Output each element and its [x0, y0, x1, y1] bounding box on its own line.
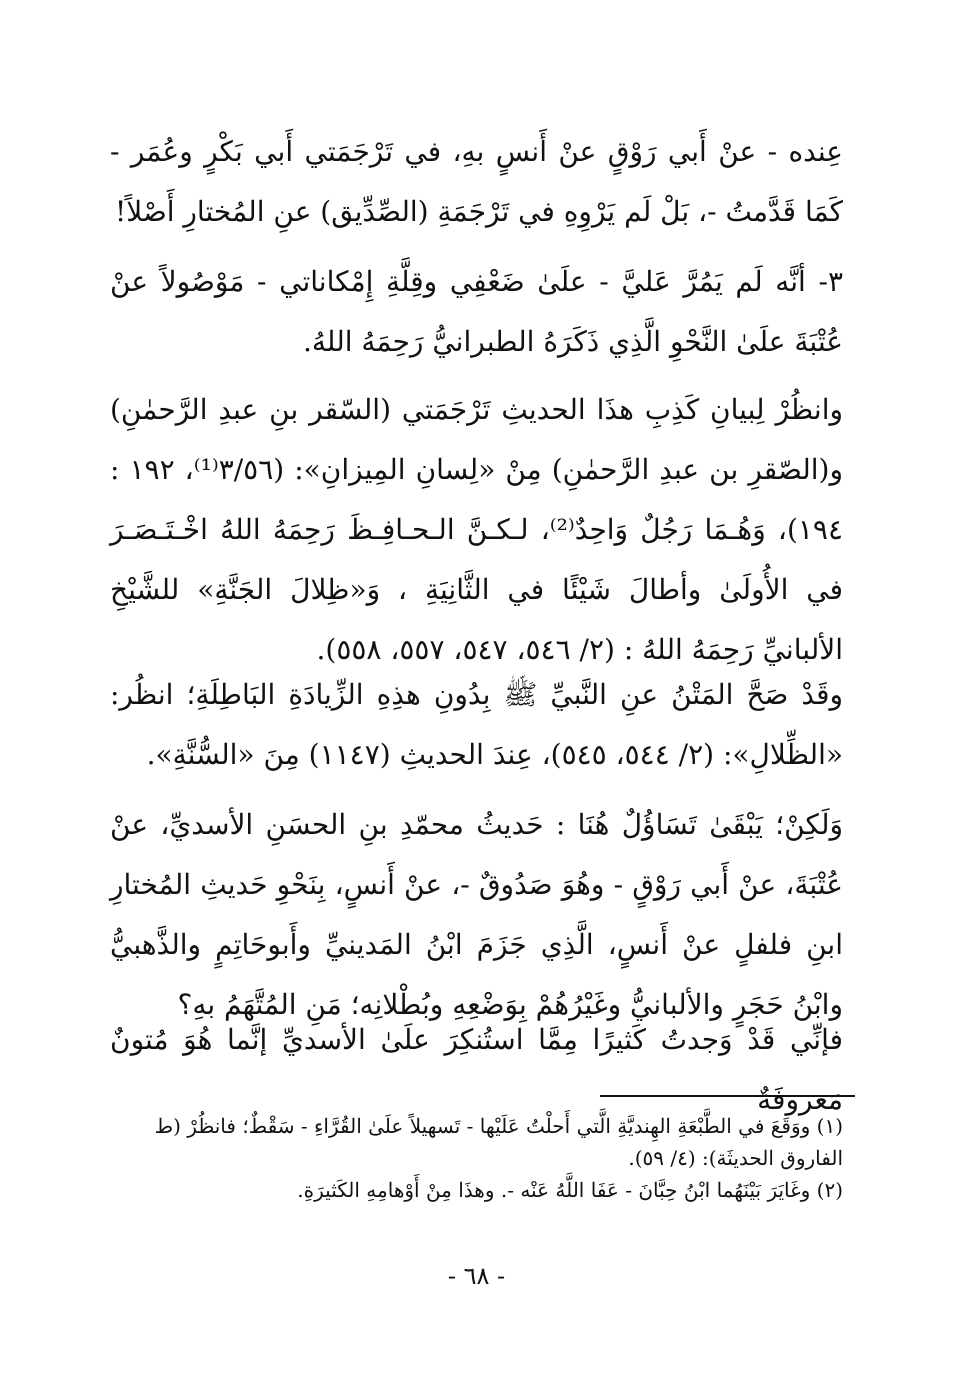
page-number: - ٦٨ - — [447, 1262, 506, 1290]
footnote-separator — [600, 1095, 855, 1097]
body-paragraph-5 — [110, 795, 843, 1035]
paragraph-text: فإنِّي قَدْ وَجدتُ كَثيرًا مِمَّا استُنكِرَ علَىٰ الأسديِّ إنَّما هُوَ مُتونٌ مَعروفَةٌ — [110, 1023, 843, 1116]
paragraph-text: عِنده - عنْ أَبي رَوْقٍ عنْ أَنسٍ بهِ، في تَرْجَمَتي أَبي بَكْرٍ وعُمَر - كَمَا قَدَّمتُ -، بَلْ لَم يَرْوِهِ في تَرْجَمَةِ (الصِّدِّيق) عنِ المُختارِ أَصْلاً! — [110, 135, 843, 228]
footnote-2: (٢) وغَايَرَ بَيْنَهُما ابْنُ حِبَّانَ - عَفَا اللَّهُ عَنْه -. وهذَا مِنْ أَوْهامِهِ الكَثيرَةِ. — [297, 1178, 843, 1202]
body-paragraph-1 — [110, 122, 843, 242]
paragraph-text: وانظُرْ لِبيانِ كَذِبِ هذَا الحديثِ تَرْجَمَتي (السّقر بنِ عبدِ الرَّحمٰنِ) و(الصّقرِ بن عبدِ الرَّحمٰنِ) مِنْ «لِسانِ المِيزانِ»: (٣/٥٦⁽¹⁾، ١٩٢ : ١٩٤)، وَهُـمَا رَجُلٌ وَاحِدٌ⁽²⁾، لـكـنَّ الـحـافِـظَ رَحِمَهُ اللهُ اخْـتَـصَـرَ في الأُولَىٰ وأطالَ شَيْئًا في الثَّانِيَةِ ، وَ«ظِلالَ الجَنَّةِ» للشَّيْخِ الألبانيِّ رَحِمَهُ اللهُ : (٢/ ٥٤٦، ٥٤٧، ٥٥٧، ٥٥٨). — [110, 393, 843, 666]
footnotes — [110, 1110, 843, 1206]
paragraph-text: وَلَكِنْ؛ يَبْقَىٰ تَسَاؤُلٌ هُنَا : حَديثُ محمّدِ بنِ الحسَنِ الأسديِّ، عنْ عُتْبَةَ، عنْ أَبي رَوْقٍ - وهُوَ صَدُوقٌ -، عنْ أَنسٍ، بِنَحْوِ حَديثِ المُختارِ ابنِ فلفلٍ عنْ أَنسٍ، الَّذِي جَزَمَ ابْنُ المَدينيِّ وأَبوحَاتِمٍ والذَّهبيُّ وابْنُ حَجَرٍ والألبانيُّ وغَيْرُهُمْ بِوَضْعِهِ وبُطْلانِه؛ مَنِ المُتَّهَمُ بهِ؟ — [110, 808, 843, 1021]
paragraph-text: وقَدْ صَحَّ المَتْنُ عنِ النَّبيِّ ﷺ بِدُونِ هذِهِ الزِّيادَةِ البَاطِلَةِ؛ انظُر: «الظِّلالِ»: (٢/ ٥٤٤، ٥٤٥)، عِندَ الحديثِ (١١٤٧) مِنَ «السُّنَّةِ». — [110, 678, 843, 771]
paragraph-text: ٣- أنَّه لَم يَمُرَّ عَليَّ - علَىٰ ضَعْفِي وقِلَّةِ إِمْكاناتي - مَوْصُولاً عنْ عُتْبَةَ علَىٰ النَّحْوِ الَّذِي ذَكَرَهُ الطبرانيُّ رَحِمَهُ اللهُ. — [110, 265, 843, 358]
body-paragraph-3 — [110, 380, 843, 680]
footnote-1: (١) ووَقَعَ في الطَّبْعَةِ الهِنديَّةِ الَّتي أَحلْتُ عَلَيْها - تَسهيلاً علَىٰ القُرَّاءِ - سَقْطٌ؛ فانظُرْ (ط الفاروق الحديثَة): (٤/ ٥٩). — [154, 1114, 843, 1170]
body-paragraph-4 — [110, 665, 843, 785]
body-paragraph-2 — [110, 252, 843, 372]
body-paragraph-6 — [110, 1010, 843, 1116]
